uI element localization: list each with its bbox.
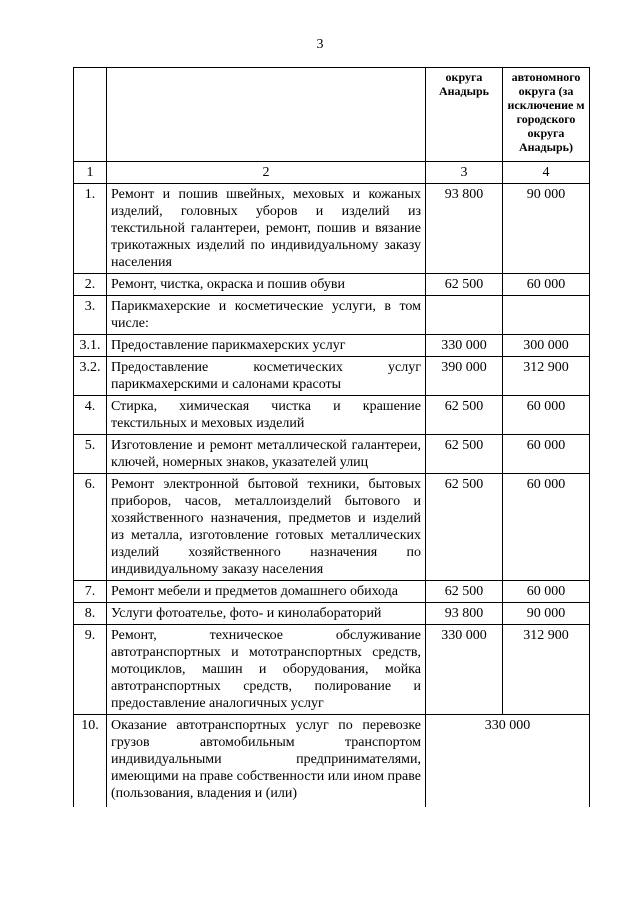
row-value-col4	[503, 296, 590, 335]
row-number: 3.1.	[74, 335, 107, 357]
row-number: 6.	[74, 474, 107, 581]
index-cell: 1	[74, 162, 107, 184]
row-value-col3: 62 500	[426, 474, 503, 581]
row-description: Предоставление парикмахерских услуг	[107, 335, 426, 357]
table-row	[74, 357, 590, 396]
row-description: Ремонт мебели и предметов домашнего обихода	[107, 581, 426, 603]
table-row-10	[74, 715, 590, 807]
tax-rates-table	[73, 67, 590, 807]
row-number: 5.	[74, 435, 107, 474]
index-cell: 3	[426, 162, 503, 184]
row-number: 3.	[74, 296, 107, 335]
row-number: 1.	[74, 184, 107, 274]
table-row	[74, 435, 590, 474]
table-row	[74, 184, 590, 274]
row-number: 2.	[74, 274, 107, 296]
row-value-col3: 330 000	[426, 335, 503, 357]
page-number: 3	[316, 37, 324, 52]
row-description: Предоставление косметических услуг парикмахерскими и салонами красоты	[107, 357, 426, 396]
row-value-col3: 62 500	[426, 274, 503, 296]
row-value-col4: 60 000	[503, 581, 590, 603]
row-value-col3: 330 000	[426, 625, 503, 715]
row-value-col4: 90 000	[503, 603, 590, 625]
row-number: 4.	[74, 396, 107, 435]
row-value-col3: 62 500	[426, 435, 503, 474]
index-cell: 2	[107, 162, 426, 184]
table-row	[74, 335, 590, 357]
row-number: 8.	[74, 603, 107, 625]
row-description: Стирка, химическая чистка и крашение текстильных и меховых изделий	[107, 396, 426, 435]
row-number: 3.2.	[74, 357, 107, 396]
table-row	[74, 474, 590, 581]
row-value-col3: 93 800	[426, 184, 503, 274]
row-number: 7.	[74, 581, 107, 603]
table-row	[74, 396, 590, 435]
row-number: 9.	[74, 625, 107, 715]
row-value-col3: 390 000	[426, 357, 503, 396]
row-description: Ремонт электронной бытовой техники, бытовых приборов, часов, металлоизделий бытового и хозяйственного назначения, предметов и изделий из металла, изготовление готовых металлических изделий хозяйственного назначения по индивидуальному заказу населения	[107, 474, 426, 581]
row-description: Изготовление и ремонт металлической галантереи, ключей, номерных знаков, указателей улиц	[107, 435, 426, 474]
row-value-col3: 62 500	[426, 396, 503, 435]
row-merged-value: 330 000	[426, 715, 590, 807]
index-row	[74, 162, 590, 184]
row-value-col3	[426, 296, 503, 335]
table-row	[74, 625, 590, 715]
row-description: Оказание автотранспортных услуг по перевозке грузов автомобильным транспортом индивидуальными предпринимателями, имеющими на праве собственности или ином праве (пользования, владения и (или)	[107, 715, 426, 807]
table-body	[74, 184, 590, 715]
row-description: Ремонт, техническое обслуживание автотранспортных и мототранспортных средств, мотоциклов, машин и оборудования, мойка автотранспортных средств, полирование и предоставление аналогичных услуг	[107, 625, 426, 715]
header-cell-col3: округа Анадырь	[426, 68, 503, 162]
row-value-col4: 300 000	[503, 335, 590, 357]
row-description: Парикмахерские и косметические услуги, в том числе:	[107, 296, 426, 335]
header-cell-desc	[107, 68, 426, 162]
row-value-col4: 60 000	[503, 396, 590, 435]
table-row	[74, 274, 590, 296]
table-row	[74, 603, 590, 625]
table-row	[74, 581, 590, 603]
row-description: Ремонт и пошив швейных, меховых и кожаных изделий, головных уборов и изделий из текстильной галантереи, ремонт, пошив и вязание трикотажных изделий по индивидуальному заказу населения	[107, 184, 426, 274]
header-cell-col4: автономного округа (за исключение м городского округа Анадырь)	[503, 68, 590, 162]
row-description: Услуги фотоателье, фото- и кинолабораторий	[107, 603, 426, 625]
header-row	[74, 68, 590, 162]
row-value-col4: 90 000	[503, 184, 590, 274]
row-value-col3: 62 500	[426, 581, 503, 603]
row-number: 10.	[74, 715, 107, 807]
row-value-col4: 312 900	[503, 625, 590, 715]
index-cell: 4	[503, 162, 590, 184]
row-value-col4: 312 900	[503, 357, 590, 396]
row-value-col4: 60 000	[503, 435, 590, 474]
row-value-col4: 60 000	[503, 274, 590, 296]
row-description: Ремонт, чистка, окраска и пошив обуви	[107, 274, 426, 296]
table-row	[74, 296, 590, 335]
header-cell-num	[74, 68, 107, 162]
row-value-col4: 60 000	[503, 474, 590, 581]
row-value-col3: 93 800	[426, 603, 503, 625]
